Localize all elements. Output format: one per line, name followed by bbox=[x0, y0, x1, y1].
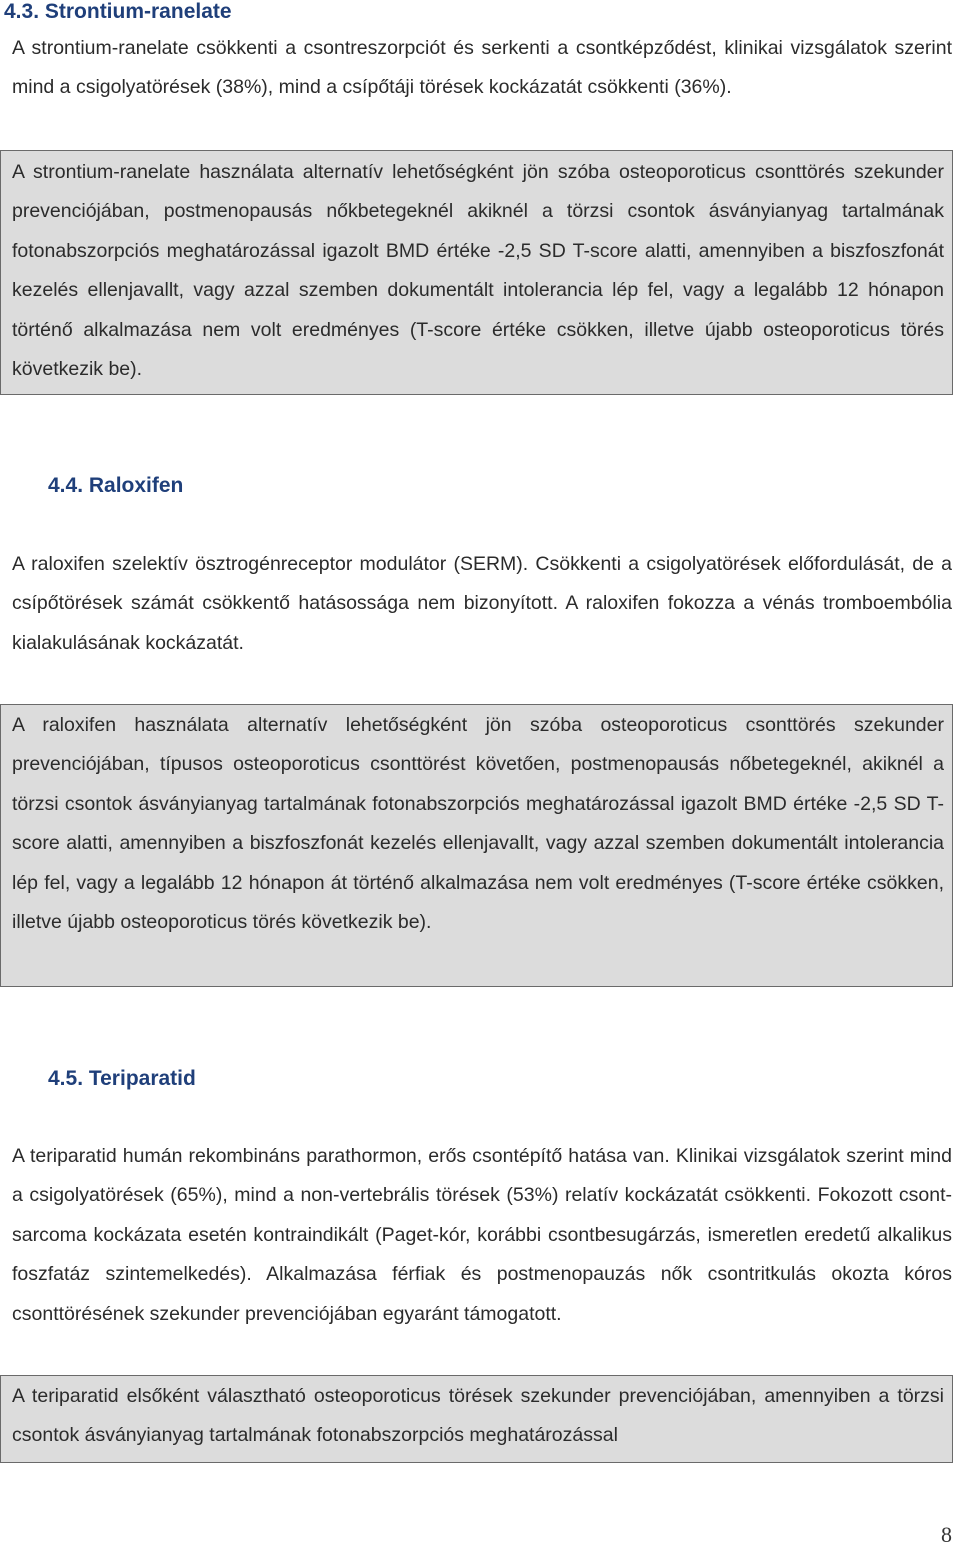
section-heading-teriparatid: 4.5. Teriparatid bbox=[48, 1067, 196, 1090]
highlight-text-raloxifen: A raloxifen használata alternatív lehetőségként jön szóba osteoporoticus csonttörés szekunder prevenciójában, típusos osteoporoticus csonttörést követően, postmenopausás nőbetegeknél, akiknél a törzsi csontok ásványianyag tartalmának fotonabszorpciós meghatározással igazolt BMD értéke -2,5 SD T-score alatti, amennyiben a biszfoszfonát kezelés ellenjavallt, vagy azzal szemben dokumentált intolerancia lép fel, vagy a legalább 12 hónapon át történő alkalmazása nem volt eredményes (T-score értéke csökken, illetve újabb osteoporoticus törés következik be). bbox=[12, 714, 944, 934]
highlight-box-teriparatid bbox=[0, 1375, 953, 1463]
section-heading-strontium: 4.3. Strontium-ranelate bbox=[4, 0, 232, 23]
highlight-text-teriparatid: A teriparatid elsőként választható osteoporoticus törések szekunder prevenciójában, amennyiben a törzsi csontok ásványianyag tartalmának fotonabszorpciós meghatározással bbox=[12, 1385, 944, 1447]
section-paragraph-strontium: A strontium-ranelate csökkenti a csontreszorpciót és serkenti a csontképződést, klinikai vizsgálatok szerint mind a csigolyatörések (38%), mind a csípőtáji törések kockázatát csökkenti (36%). bbox=[12, 37, 952, 99]
section-paragraph-raloxifen: A raloxifen szelektív ösztrogénreceptor modulátor (SERM). Csökkenti a csigolyatörések előfordulását, de a csípőtörések számát csökkentő hatásossága nem bizonyított. A raloxifen fokozza a vénás tromboembólia kialakulásának kockázatát. bbox=[12, 553, 952, 654]
page-number: 8 bbox=[941, 1522, 952, 1547]
highlight-box-raloxifen bbox=[0, 704, 953, 987]
section-paragraph-teriparatid: A teriparatid humán rekombináns parathormon, erős csontépítő hatása van. Klinikai vizsgálatok szerint mind a csigolyatörések (65%), mind a non-vertebrális törések (53%) relatív kockázatát csökkenti. Fokozott csont-sarcoma kockázata esetén kontraindikált (Paget-kór, korábbi csontbesugárzás, ismeretlen eredetű alkalikus foszfatáz szintemelkedés). Alkalmazása férfiak és postmenopauzás nők csontritkulás okozta kóros csonttörésének szekunder prevenciójában egyaránt támogatott. bbox=[12, 1145, 952, 1325]
highlight-text-strontium: A strontium-ranelate használata alternatív lehetőségként jön szóba osteoporoticus csonttörés szekunder prevenciójában, postmenopausás nőkbetegeknél akiknél a törzsi csontok ásványianyag tartalmának fotonabszorpciós meghatározással igazolt BMD értéke -2,5 SD T-score alatti, amennyiben a biszfoszfonát kezelés ellenjavallt, vagy azzal szemben dokumentált intolerancia lép fel, vagy a legalább 12 hónapon történő alkalmazása nem volt eredményes (T-score értéke csökken, illetve újabb osteoporoticus törés következik be). bbox=[12, 161, 944, 381]
section-heading-raloxifen: 4.4. Raloxifen bbox=[48, 474, 184, 497]
highlight-box-strontium bbox=[0, 150, 953, 395]
